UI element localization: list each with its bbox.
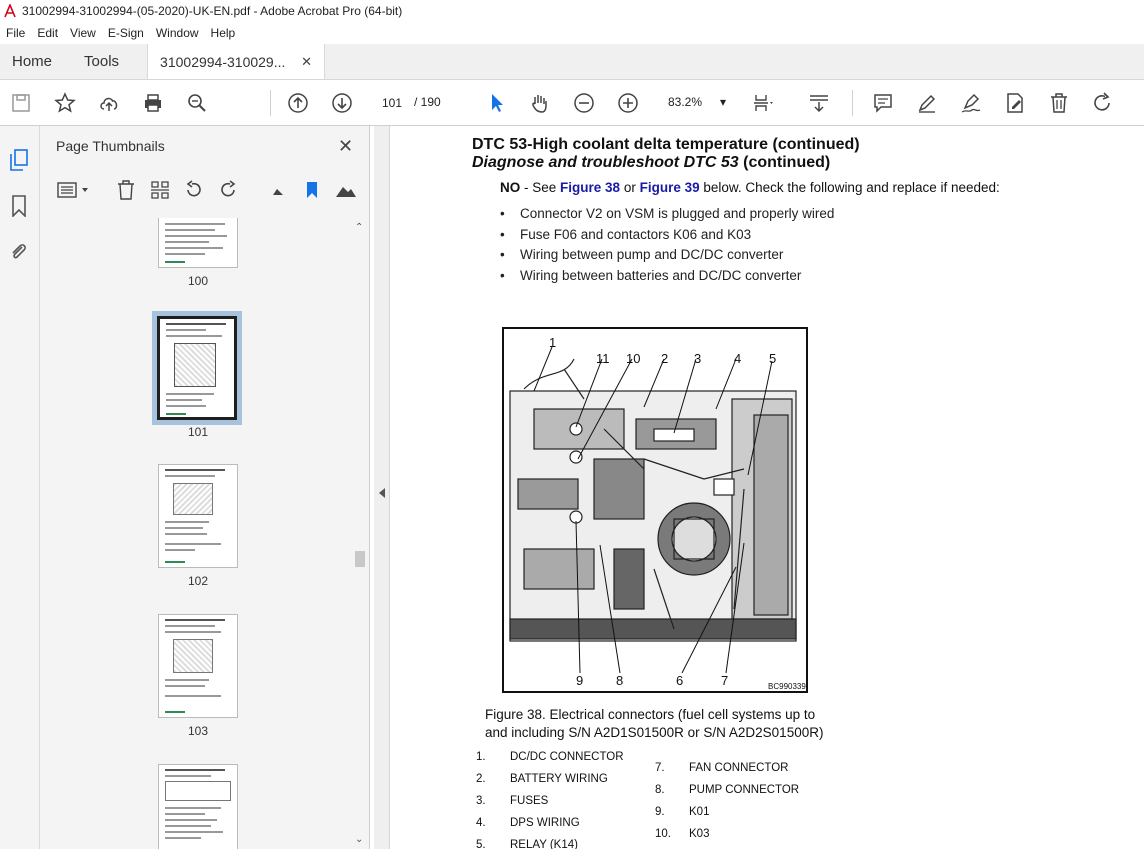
large-thumbnail-icon[interactable]: [334, 178, 358, 202]
legend-text: RELAY (K14): [510, 839, 578, 849]
toolbar-divider: [270, 90, 271, 116]
para-text: - See: [520, 180, 561, 195]
panel-title: Page Thumbnails: [56, 138, 165, 154]
thumbnail-label: 100: [187, 274, 209, 288]
list-item-text: Fuse F06 and contactors K06 and K03: [520, 226, 752, 242]
toolbar-divider: [852, 90, 853, 116]
select-cursor-icon[interactable]: [484, 90, 510, 116]
page-display-icon[interactable]: [750, 90, 776, 116]
thumbnail-page[interactable]: [158, 764, 238, 849]
document-view[interactable]: [390, 126, 1144, 849]
window-title: 31002994-31002994-(05-2020)-UK-EN.pdf - Adobe Acrobat Pro (64-bit): [22, 4, 403, 18]
legend-text: DPS WIRING: [510, 817, 580, 829]
caption-line: Figure 38. Electrical connectors (fuel cell systems up to: [485, 707, 816, 722]
comment-icon[interactable]: [870, 90, 896, 116]
thumbnails-panel: [40, 126, 370, 849]
rotate-ccw-icon[interactable]: [182, 178, 206, 202]
zoom-select[interactable]: [660, 91, 726, 113]
edit-pdf-icon[interactable]: [1002, 90, 1028, 116]
tab-bar: [0, 44, 1144, 80]
thumbnail-page[interactable]: [158, 464, 238, 568]
menu-view[interactable]: View: [70, 26, 96, 40]
legend-text: K03: [689, 828, 710, 840]
legend-text: FAN CONNECTOR: [689, 762, 789, 774]
instruction-paragraph: [500, 180, 1000, 195]
callout-label: 10: [626, 351, 641, 366]
bookmark-thumbnail-icon[interactable]: [300, 178, 324, 202]
thumbnail-label: 103: [187, 724, 209, 738]
zoom-out-icon[interactable]: [571, 90, 597, 116]
panel-collapse-handle[interactable]: [374, 126, 390, 849]
highlight-pen-icon[interactable]: [914, 90, 940, 116]
star-icon[interactable]: [52, 90, 78, 116]
thumbnail-page[interactable]: [158, 218, 238, 268]
zoom-value: 83.2%: [668, 95, 703, 109]
panel-toolbar: [40, 174, 370, 206]
next-page-icon[interactable]: [329, 90, 355, 116]
tab-home[interactable]: Home: [12, 53, 53, 70]
legend-text: PUMP CONNECTOR: [689, 784, 800, 796]
page-number-input[interactable]: 101: [374, 91, 410, 113]
callout-label: 3: [694, 351, 702, 366]
save-icon[interactable]: [8, 90, 34, 116]
menu-esign[interactable]: E-Sign: [107, 26, 144, 40]
caption-line: and including S/N A2D1S01500R or S/N A2D2S01500R): [485, 725, 824, 740]
callout-label: 2: [661, 351, 669, 366]
menu-bar: [0, 22, 1144, 44]
chevron-up-icon[interactable]: ⌃: [355, 222, 364, 233]
close-icon[interactable]: ✕: [301, 53, 313, 69]
chevron-down-icon[interactable]: ⌄: [355, 834, 364, 845]
scrollbar-thumb[interactable]: [355, 551, 365, 567]
hand-tool-icon[interactable]: [527, 90, 553, 116]
print-icon[interactable]: [140, 90, 166, 116]
legend-num: 1.: [476, 751, 486, 763]
page-thumbnails-icon[interactable]: [7, 148, 31, 172]
legend-num: 3.: [476, 795, 486, 807]
para-text: below. Check the following and replace if needed:: [699, 180, 1000, 195]
legend-num: 4.: [476, 817, 486, 829]
chevron-down-icon: ▾: [719, 95, 726, 109]
close-panel-icon[interactable]: ✕: [338, 136, 354, 156]
list-item: • Connector V2 on VSM is plugged and properly wired: [500, 206, 835, 221]
delete-page-icon[interactable]: [114, 178, 138, 202]
menu-help[interactable]: Help: [210, 26, 236, 40]
callout-label: 6: [676, 673, 684, 688]
zoom-search-icon[interactable]: [184, 90, 210, 116]
figure-caption: [485, 706, 823, 742]
figure-39-link[interactable]: Figure 39: [639, 180, 700, 195]
tab-tools[interactable]: Tools: [84, 53, 120, 70]
thumbnail-list: [40, 218, 354, 849]
delete-icon[interactable]: [1046, 90, 1072, 116]
list-item-text: Connector V2 on VSM is plugged and properly wired: [520, 206, 835, 221]
thumbnail-page-selected[interactable]: [157, 316, 237, 420]
legend-text: BATTERY WIRING: [510, 773, 608, 785]
no-label: NO: [500, 180, 521, 195]
para-text: or: [620, 180, 640, 195]
subsection-heading-suffix: (continued): [738, 154, 831, 171]
legend-text: FUSES: [510, 795, 549, 807]
main-toolbar: [0, 80, 1144, 126]
legend-num: 7.: [655, 762, 665, 774]
thumbnail-scrollbar[interactable]: [352, 218, 368, 849]
title-bar: [0, 0, 1144, 22]
legend-num: 2.: [476, 773, 486, 785]
acrobat-icon: [4, 4, 16, 18]
thumbnail-page[interactable]: [158, 614, 238, 718]
left-rail: [0, 126, 40, 849]
callout-label: 7: [721, 673, 729, 688]
redo-icon[interactable]: [1090, 90, 1116, 116]
tab-document-label: 31002994-310029...: [160, 53, 286, 70]
section-heading: DTC 53-High coolant delta temperature (continued): [472, 136, 860, 153]
callout-label: 11: [596, 351, 610, 366]
options-menu-icon[interactable]: [56, 178, 92, 202]
subsection-heading-italic: Diagnose and troubleshoot DTC 53: [472, 154, 739, 171]
list-item: • Wiring between batteries and DC/DC converter: [500, 267, 802, 283]
callout-label: 8: [616, 673, 624, 688]
figure-code: BC990339: [768, 682, 806, 691]
small-thumbnail-icon[interactable]: [266, 178, 290, 202]
tab-document[interactable]: [147, 44, 325, 79]
electrical-connectors-diagram: [504, 329, 806, 691]
extract-pages-icon[interactable]: [148, 178, 172, 202]
menu-file[interactable]: File: [6, 26, 26, 40]
previous-page-icon[interactable]: [285, 90, 311, 116]
page-total: / 190: [414, 95, 441, 109]
legend-num: 10.: [655, 828, 671, 840]
list-item: • Fuse F06 and contactors K06 and K03: [500, 226, 752, 242]
list-item: • Wiring between pump and DC/DC converter: [500, 247, 784, 262]
attachment-icon[interactable]: [7, 240, 31, 264]
callout-label: 1: [549, 335, 557, 350]
legend-text: DC/DC CONNECTOR: [510, 751, 624, 763]
bookmark-icon[interactable]: [7, 194, 31, 218]
menu-edit[interactable]: Edit: [37, 26, 59, 40]
upload-cloud-icon[interactable]: [96, 90, 122, 116]
list-item-text: Wiring between pump and DC/DC converter: [520, 247, 784, 262]
chevron-left-icon: [378, 488, 386, 498]
thumbnail-label: 101: [187, 425, 209, 439]
legend-num: 5.: [476, 839, 486, 849]
check-list: [500, 206, 834, 288]
zoom-in-icon[interactable]: [615, 90, 641, 116]
figure-38-link[interactable]: Figure 38: [560, 180, 621, 195]
subsection-heading: [472, 154, 830, 172]
legend-num: 9.: [655, 806, 665, 818]
callout-label: 4: [734, 351, 742, 366]
figure-38-image: [502, 327, 808, 693]
callout-label: 5: [769, 351, 777, 366]
list-item-text: Wiring between batteries and DC/DC converter: [520, 267, 802, 283]
thumbnail-label: 102: [187, 574, 209, 588]
callout-label: 9: [576, 673, 584, 688]
menu-window[interactable]: Window: [155, 26, 199, 40]
legend-text: K01: [689, 806, 710, 818]
scroll-mode-icon[interactable]: [806, 90, 832, 116]
rotate-cw-icon[interactable]: [216, 178, 240, 202]
sign-pen-icon[interactable]: [958, 90, 984, 116]
legend-num: 8.: [655, 784, 665, 796]
